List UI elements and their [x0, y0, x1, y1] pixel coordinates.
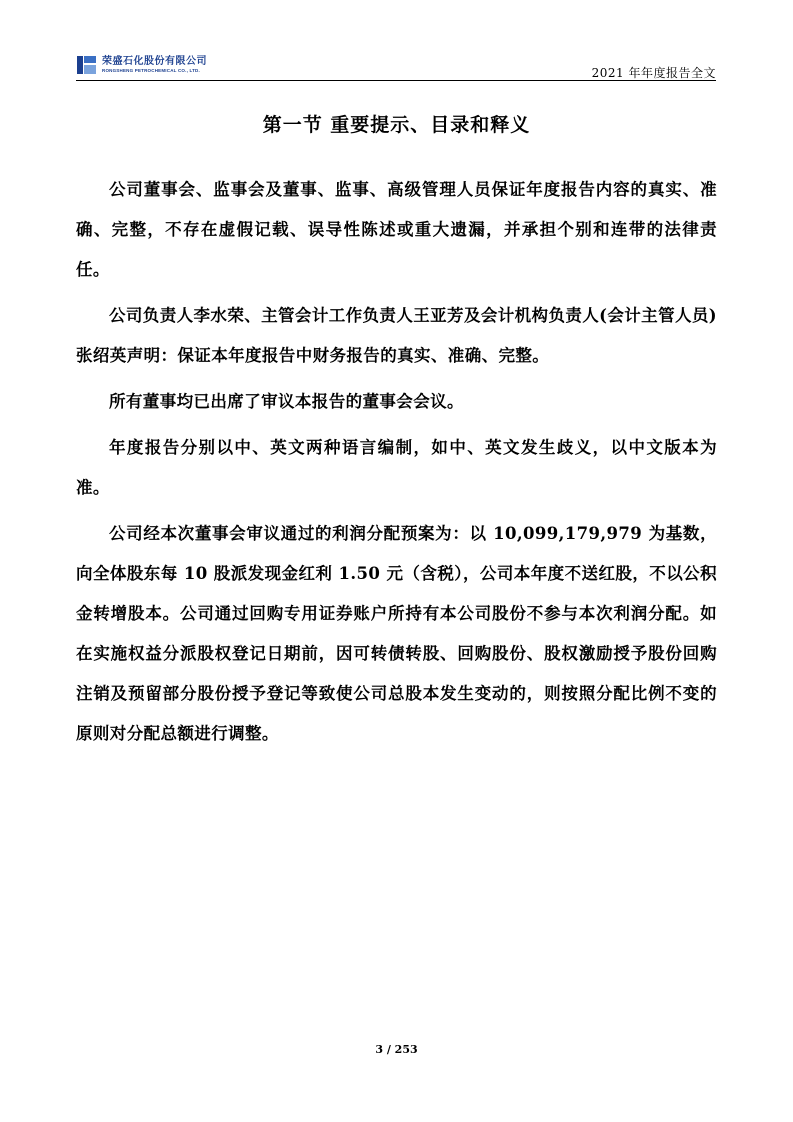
section-title: 第一节 重要提示、目录和释义 — [262, 114, 531, 136]
paragraph-attendance: 所有董事均已出席了审议本报告的董事会会议。 — [109, 392, 464, 411]
page-header — [76, 52, 716, 81]
document-body — [76, 170, 717, 760]
paragraph-declaration: 公司负责人李水荣、主管会计工作负责人王亚芳及会计机构负责人(会计主管人员)张绍英声明：保证本年度报告中财务报告的真实、准确、完整。 — [76, 306, 717, 365]
company-name-en: RONGSHENG PETROCHEMICAL CO., LTD. — [102, 67, 200, 73]
paragraph-profit-distribution: 公司经本次董事会审议通过的利润分配预案为：以 10,099,179,979 为基数，向全体股东每 10 股派发现金红利 1.50 元（含税），公司本年度不送红股，不以公积金转增股本。公司通过回购专用证券账户所持有本公司股份不参与本次利润分配。如在实施权益分派股权登记日期前，因可转债转股、回购股份、股权激励授予股份回购注销及预留部分股份授予登记等致使公司总股本发生变动的，则按照分配比例不变的原则对分配总额进行调整。 — [76, 524, 717, 743]
page-number: 3 / 253 — [375, 1043, 418, 1056]
company-logo — [76, 54, 207, 76]
paragraph-responsibility: 公司董事会、监事会及董事、监事、高级管理人员保证年度报告内容的真实、准确、完整，不存在虚假记载、误导性陈述或重大遗漏，并承担个别和连带的法律责任。 — [76, 180, 717, 279]
company-name-cn: 荣盛石化股份有限公司 — [102, 55, 207, 67]
rongsheng-logo-icon — [76, 54, 98, 76]
paragraph-language: 年度报告分别以中、英文两种语言编制，如中、英文发生歧义，以中文版本为准。 — [76, 438, 717, 497]
document-title: 2021 年年度报告全文 — [591, 66, 716, 80]
